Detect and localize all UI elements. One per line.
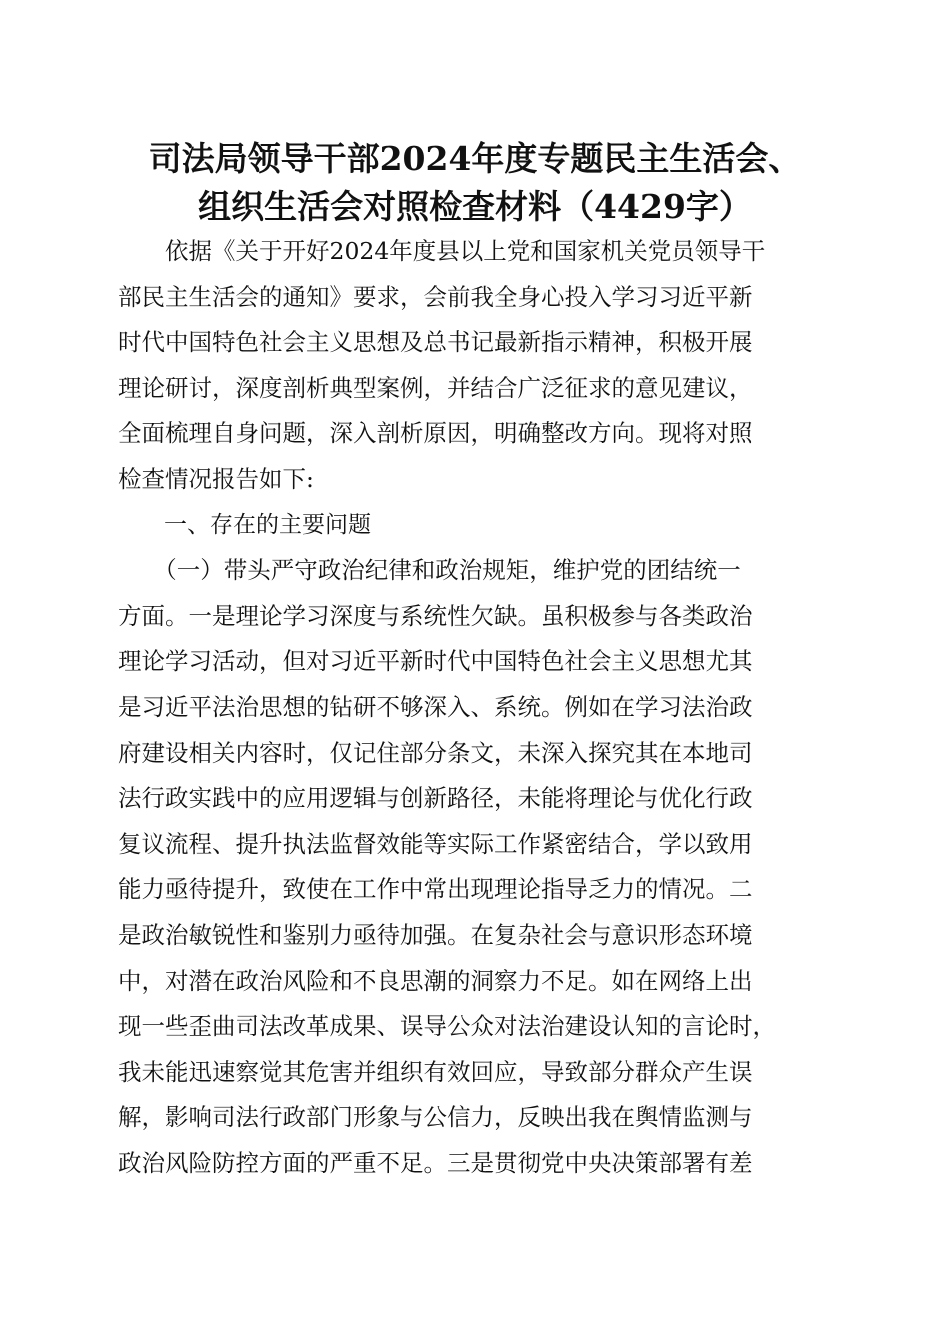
body-line: 是政治敏锐性和鉴别力亟待加强。在复杂社会与意识形态环境 (118, 920, 753, 949)
body-line: 是习近平法治思想的钻研不够深入、系统。例如在学习法治政 (118, 692, 753, 721)
body-line: 检查情况报告如下: (118, 464, 314, 493)
body-line: 解，影响司法行政部门形象与公信力，反映出我在舆情监测与 (118, 1103, 753, 1132)
body-line: 理论研讨，深度剖析典型案例，并结合广泛征求的意见建议， (118, 373, 753, 402)
document-body (118, 229, 838, 1186)
body-line: 时代中国特色社会主义思想及总书记最新指示精神，积极开展 (118, 328, 753, 357)
body-line: 中，对潜在政治风险和不良思潮的洞察力不足。如在网络上出 (118, 966, 753, 995)
body-line: 能力亟待提升，致使在工作中常出现理论指导乏力的情况。二 (118, 875, 753, 904)
body-line: 复议流程、提升执法监督效能等实际工作紧密结合，学以致用 (118, 829, 753, 858)
body-line: 现一些歪曲司法改革成果、误导公众对法治建设认知的言论时， (118, 1012, 776, 1041)
body-line: 理论学习活动，但对习近平新时代中国特色社会主义思想尤其 (118, 647, 753, 676)
body-line: 府建设相关内容时，仅记住部分条文，未深入探究其在本地司 (118, 738, 753, 767)
body-line: 我未能迅速察觉其危害并组织有效回应，导致部分群众产生误 (118, 1057, 753, 1086)
body-line: 法行政实践中的应用逻辑与创新路径，未能将理论与优化行政 (118, 784, 753, 813)
body-line: （一）带头严守政治纪律和政治规矩，维护党的团结统一 (118, 556, 741, 585)
document-title-line-1: 司法局领导干部2024年度专题民主生活会、 (148, 139, 802, 178)
document-title-line-2: 组织生活会对照检查材料（4429字） (198, 187, 752, 226)
section-heading: 一、存在的主要问题 (118, 511, 371, 538)
body-line: 政治风险防控方面的严重不足。三是贯彻党中央决策部署有差 (118, 1148, 753, 1177)
body-line: 依据《关于开好2024年度县以上党和国家机关党员领导干 (118, 237, 766, 265)
body-line: 部民主生活会的通知》要求，会前我全身心投入学习习近平新 (118, 282, 753, 311)
body-line: 方面。一是理论学习深度与系统性欠缺。虽积极参与各类政治 (118, 601, 753, 630)
body-line: 全面梳理自身问题，深入剖析原因，明确整改方向。现将对照 (118, 419, 753, 448)
